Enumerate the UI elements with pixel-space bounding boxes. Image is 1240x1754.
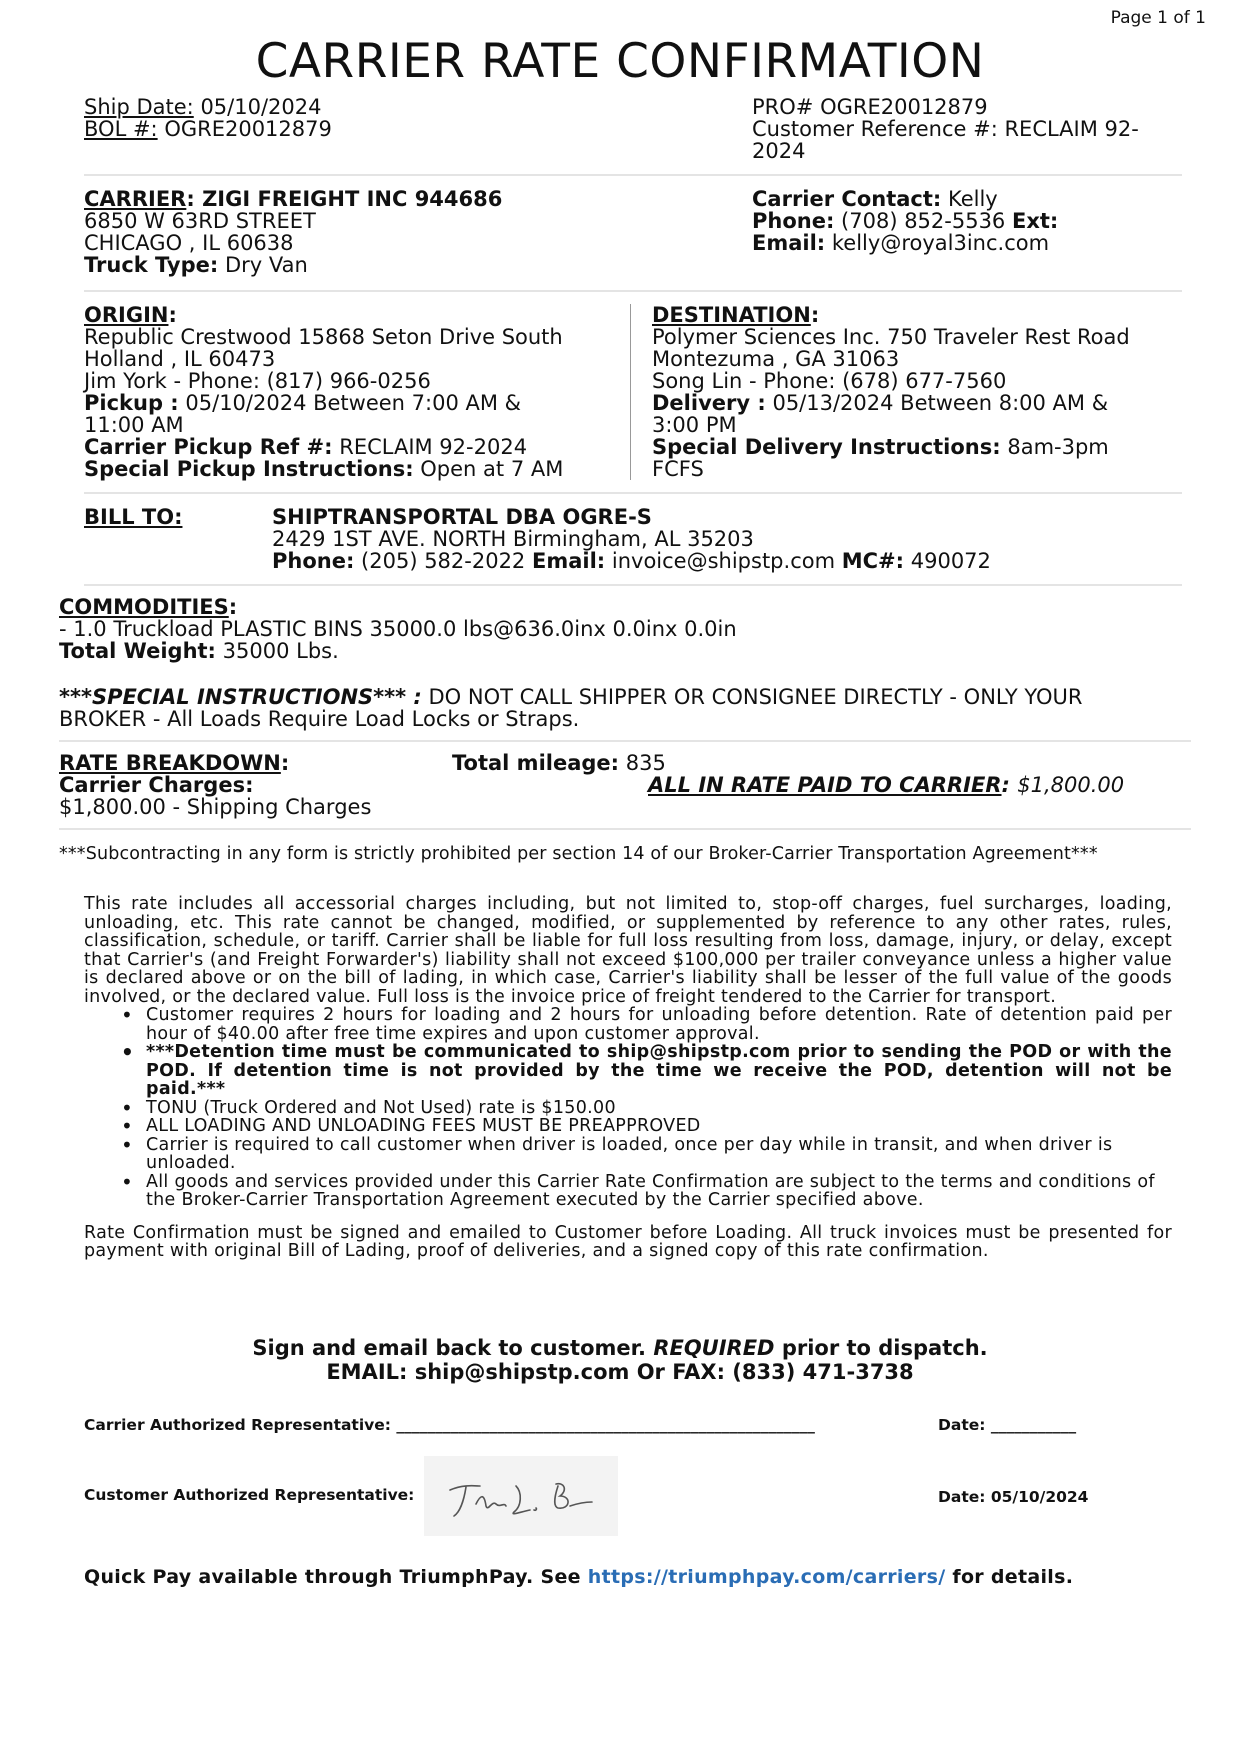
divider: [84, 492, 1182, 494]
carrier-phone-value: (708) 852-5536: [841, 209, 1006, 233]
all-in-rate-row: ALL IN RATE PAID TO CARRIER: $1,800.00: [648, 773, 1125, 797]
bill-to-mc: 490072: [910, 549, 991, 573]
carrier-email-value: kelly@royal3inc.com: [831, 231, 1050, 255]
list-item: • ALL LOADING AND UNLOADING FEES MUST BE PREAPPROVED: [146, 1117, 1172, 1136]
mileage-label: Total mileage:: [452, 751, 620, 775]
delivery-label: Delivery :: [652, 391, 766, 415]
pickup-instructions-label: Special Pickup Instructions:: [84, 457, 414, 481]
pro-row: [752, 96, 988, 118]
list-item: • ***Detention time must be communicated to ship@shipstp.com prior to sending the POD or with the POD. If detention time is not provided by the time we receive the POD, detention will not be paid.***: [146, 1043, 1172, 1099]
bill-to-phone-label: Phone:: [272, 549, 355, 573]
sign-contact: EMAIL: ship@shipstp.com Or FAX: (833) 471-3738: [326, 1360, 914, 1384]
mileage-row: [452, 752, 666, 774]
carrier-signature-line[interactable]: ______________________________________________________: [396, 1416, 815, 1434]
carrier-phone-row: [752, 210, 1058, 232]
customer-ref-row: [752, 118, 1139, 140]
customer-rep-label: Customer Authorized Representative:: [84, 1486, 415, 1504]
special-instructions-row: [59, 686, 1083, 708]
pickup-window: 05/10/2024 Between 7:00 AM &: [185, 391, 522, 415]
pickup-instructions-value: Open at 7 AM: [420, 457, 564, 481]
pro-label: PRO#: [752, 95, 814, 119]
customer-signature: [424, 1456, 618, 1536]
origin-line2: Holland , IL 60473: [84, 347, 276, 371]
carrier-contact-label: Carrier Contact:: [752, 187, 942, 211]
sign-instructions: Sign and email back to customer. REQUIRED prior to dispatch.: [252, 1336, 988, 1360]
total-weight-label: Total Weight:: [59, 639, 216, 663]
truck-type-value: Dry Van: [224, 253, 308, 277]
list-item: • All goods and services provided under this Carrier Rate Confirmation are subject to the terms and conditions of the Broker-Carrier Transportation Agreement executed by the Carrier specified above.: [146, 1173, 1172, 1210]
quickpay-row: [84, 1566, 1073, 1588]
commodities-heading: COMMODITIES:: [59, 595, 238, 619]
customer-date-row: [938, 1488, 1088, 1506]
delivery-window: 05/13/2024 Between 8:00 AM &: [772, 391, 1109, 415]
page-number: Page 1 of 1: [1110, 8, 1206, 28]
carrier-rep-label: Carrier Authorized Representative:: [84, 1416, 391, 1434]
pickup-ref-value: RECLAIM 92-2024: [339, 435, 528, 459]
pickup-ref-label: Carrier Pickup Ref #:: [84, 435, 333, 459]
customer-date-value: 05/10/2024: [990, 1488, 1089, 1506]
special-instructions-cont: BROKER - All Loads Require Load Locks or Straps.: [59, 707, 580, 731]
delivery-instructions-cont: FCFS: [652, 457, 704, 481]
legal-closing: Rate Confirmation must be signed and emailed to Customer before Loading. All truck invoices must be presented for payment with original Bill of Lading, proof of deliveries, and a signed copy of this rate confirmation.: [84, 1222, 1172, 1261]
carrier-phone-label: Phone:: [752, 209, 835, 233]
bill-to-mc-label: MC#:: [841, 549, 905, 573]
delivery-instructions-label: Special Delivery Instructions:: [652, 435, 1001, 459]
origin-line1: Republic Crestwood 15868 Seton Drive South: [84, 325, 563, 349]
ship-date-label: Ship Date:: [84, 95, 194, 119]
bol-row: [84, 118, 332, 140]
all-in-rate-label: ALL IN RATE PAID TO CARRIER: [648, 773, 1002, 797]
carrier-email-row: [752, 232, 1049, 254]
legal-terms: [84, 895, 1172, 1261]
legal-paragraph: This rate includes all accessorial charges including, but not limited to, stop-off charges, fuel surcharges, loading, unloading, etc. This rate cannot be changed, modified, or supplemented by reference to any other rates, rules, classification, schedule, or tariff. Carrier shall be liable for full loss resulting from loss, damage, injury, or delay, except that Carrier's (and Freight Forwarder's) liability shall not exceed $100,000 per trailer conveyance unless a higher value is declared above or on the bill of lading, in which case, Carrier's liability shall be lesser of the full value of the goods involved, or the declared value. Full loss is the invoice price of freight tendered to the Carrier for transport.: [84, 894, 1173, 1007]
carrier-ext-label: Ext:: [1011, 209, 1059, 233]
truck-type-row: [84, 254, 308, 276]
bill-to-email-label: Email:: [531, 549, 606, 573]
pickup-window-cont: 11:00 AM: [84, 413, 184, 437]
divider: [84, 584, 1182, 586]
subcontracting-notice: ***Subcontracting in any form is strictly prohibited per section 14 of our Broker-Carrier Transportation Agreement***: [59, 844, 1098, 864]
carrier-address1: 6850 W 63RD STREET: [84, 209, 316, 233]
pickup-ref-row: [84, 436, 527, 458]
destination-line2: Montezuma , GA 31063: [652, 347, 900, 371]
delivery-row: [652, 392, 1108, 414]
carrier-name: ZIGI FREIGHT INC 944686: [202, 187, 503, 211]
bill-to-email: invoice@shipstp.com: [611, 549, 836, 573]
bill-to-address: 2429 1ST AVE. NORTH Birmingham, AL 35203: [272, 527, 754, 551]
quickpay-text: Quick Pay available through TriumphPay. See: [84, 1566, 581, 1588]
bill-to-name: SHIPTRANSPORTAL DBA OGRE-S: [272, 505, 652, 529]
carrier-address2: CHICAGO , IL 60638: [84, 231, 294, 255]
destination-line1: Polymer Sciences Inc. 750 Traveler Rest Road: [652, 325, 1130, 349]
customer-date-label: Date:: [938, 1488, 986, 1506]
pro-value: OGRE20012879: [820, 95, 988, 119]
carrier-date-line[interactable]: ___________: [990, 1416, 1077, 1434]
ship-date-row: [84, 96, 321, 118]
carrier-charges-label: Carrier Charges:: [59, 773, 254, 797]
ship-date-value: 05/10/2024: [200, 95, 322, 119]
charge-line: $1,800.00 - Shipping Charges: [59, 795, 372, 819]
carrier-contact-row: [752, 188, 998, 210]
divider: [59, 828, 1191, 830]
divider: [84, 174, 1182, 176]
bill-to-contact-row: [272, 550, 991, 572]
bol-label: BOL #:: [84, 117, 158, 141]
special-instructions-label: ***SPECIAL INSTRUCTIONS*** :: [59, 685, 422, 709]
customer-ref-cont: 2024: [752, 139, 806, 163]
carrier-date-row: [938, 1416, 1076, 1434]
destination-contact: Song Lin - Phone: (678) 677-7560: [652, 369, 1007, 393]
carrier-date-label: Date:: [938, 1416, 986, 1434]
pickup-label: Pickup :: [84, 391, 179, 415]
carrier-email-label: Email:: [752, 231, 826, 255]
document-title: CARRIER RATE CONFIRMATION: [255, 34, 985, 89]
quickpay-suffix: for details.: [952, 1566, 1074, 1588]
origin-heading: ORIGIN:: [84, 303, 177, 327]
all-in-rate-value: $1,800.00: [1017, 773, 1125, 797]
list-item: • TONU (Truck Ordered and Not Used) rate is $150.00: [146, 1099, 1172, 1118]
pickup-row: [84, 392, 521, 414]
total-weight-row: [59, 640, 339, 662]
bol-value: OGRE20012879: [164, 117, 332, 141]
delivery-instructions-value: 8am-3pm: [1007, 435, 1109, 459]
carrier-rep-row: [84, 1416, 815, 1434]
carrier-contact-value: Kelly: [947, 187, 998, 211]
bill-to-label: BILL TO:: [84, 505, 183, 529]
origin-contact: Jim York - Phone: (817) 966-0256: [84, 369, 431, 393]
destination-heading: DESTINATION:: [652, 303, 820, 327]
carrier-name-row: CARRIER: ZIGI FREIGHT INC 944686: [84, 187, 503, 211]
quickpay-link[interactable]: https://triumphpay.com/carriers/: [587, 1566, 946, 1588]
customer-ref-label: Customer Reference #:: [752, 117, 998, 141]
legal-bullets: [84, 1006, 1172, 1210]
column-divider: [630, 304, 631, 480]
total-weight-value: 35000 Lbs.: [222, 639, 339, 663]
divider: [84, 290, 1182, 292]
divider: [59, 740, 1191, 742]
delivery-instructions-row: [652, 436, 1109, 458]
rate-heading: RATE BREAKDOWN:: [59, 751, 290, 775]
list-item: • Carrier is required to call customer when driver is loaded, once per day while in transit, and when driver is unloaded.: [146, 1136, 1172, 1173]
mileage-value: 835: [625, 751, 666, 775]
special-instructions-text: DO NOT CALL SHIPPER OR CONSIGNEE DIRECTLY - ONLY YOUR: [428, 685, 1083, 709]
pickup-instructions-row: [84, 458, 563, 480]
truck-type-label: Truck Type:: [84, 253, 219, 277]
commodity-item: - 1.0 Truckload PLASTIC BINS 35000.0 lbs@636.0inx 0.0inx 0.0in: [59, 617, 737, 641]
signature-icon: [424, 1456, 618, 1536]
list-item: • Customer requires 2 hours for loading and 2 hours for unloading before detention. Rate of detention paid per hour of $40.00 after free time expires and upon customer approval.: [146, 1006, 1172, 1043]
customer-ref-value: RECLAIM 92-: [1004, 117, 1139, 141]
carrier-label: CARRIER: [84, 187, 187, 211]
delivery-window-cont: 3:00 PM: [652, 413, 737, 437]
bill-to-phone: (205) 582-2022: [361, 549, 526, 573]
